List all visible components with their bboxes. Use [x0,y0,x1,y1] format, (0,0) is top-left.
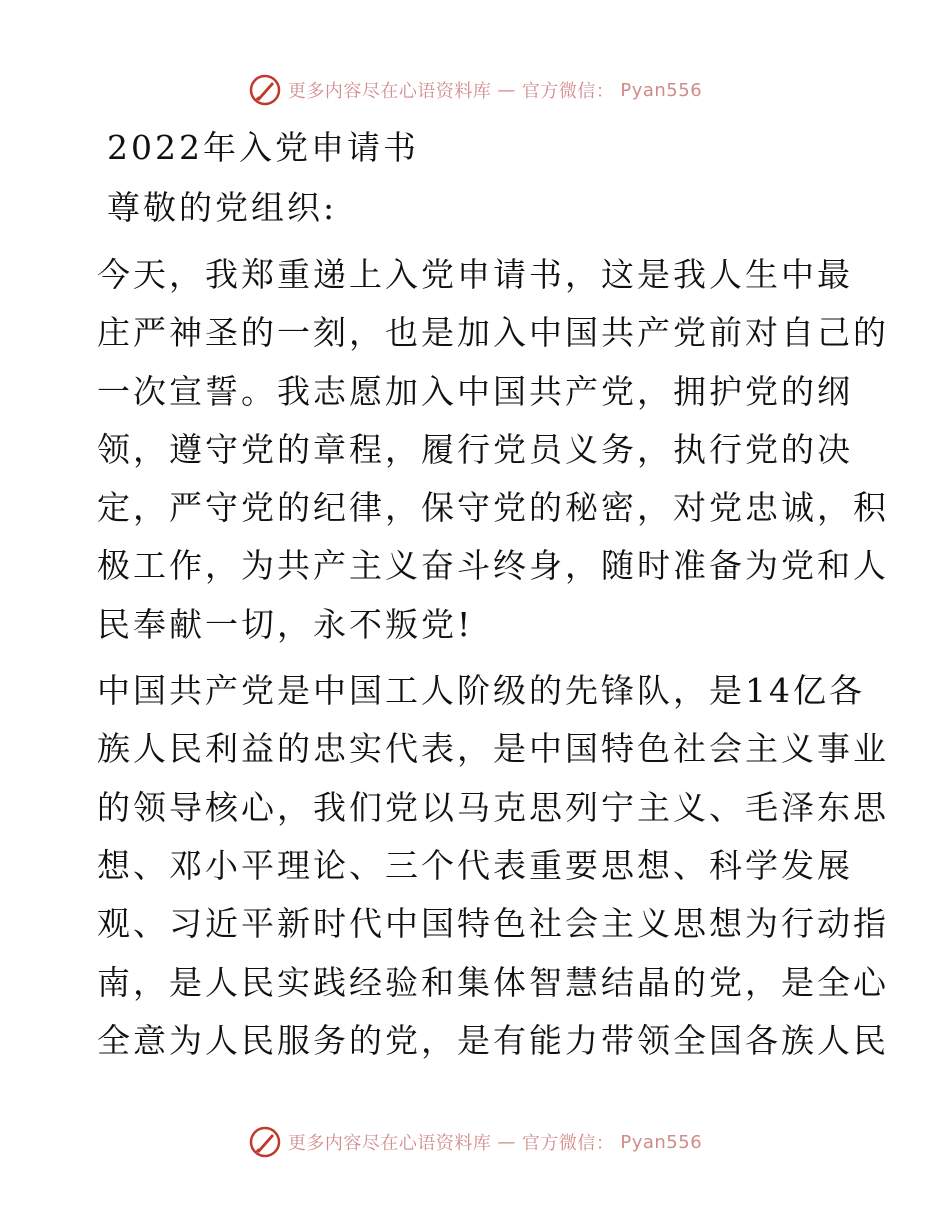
paragraph-line: 民奉献一切，永不叛党! [97,604,474,644]
paragraph-line: 全意为人民服务的党，是有能力带领全国各族人民 [97,1020,889,1060]
watermark-separator: — [497,1131,516,1153]
paragraph-line: 想、邓小平理论、三个代表重要思想、科学发展 [97,845,853,885]
watermark-id: Pyan556 [620,79,703,101]
paragraph-line: 一次宣誓。我志愿加入中国共产党，拥护党的纲 [97,371,853,411]
watermark-label: 官方微信： [521,81,615,102]
quill-logo-icon [248,1125,282,1159]
paragraph-1 [97,246,889,654]
paragraph-line: 今天，我郑重递上入党申请书，这是我人生中最 [97,255,853,294]
paragraph-line: 中国共产党是中国工人阶级的先锋队，是14亿各 [97,671,865,711]
paragraph-line: 极工作，为共产主义奋斗终身，随时准备为党和人 [97,546,889,586]
paragraph-line: 观、习近平新时代中国特色社会主义思想为行动指 [97,904,889,944]
watermark-header [0,73,950,107]
paragraph-line: 领，遵守党的章程，履行党员义务，执行党的决 [97,429,853,469]
quill-logo-icon [248,73,282,107]
watermark-text: 更多内容尽在心语资料库 [287,81,492,102]
salutation: 尊敬的党组织: [107,188,338,227]
watermark-separator: — [497,79,516,101]
watermark-text: 更多内容尽在心语资料库 [287,1133,492,1154]
paragraph-line: 南，是人民实践经验和集体智慧结晶的党，是全心 [97,962,889,1002]
paragraph-2 [97,662,889,1070]
watermark-footer [0,1125,950,1159]
paragraph-line: 的领导核心，我们党以马克思列宁主义、毛泽东思 [97,787,889,827]
paragraph-line: 庄严神圣的一刻，也是加入中国共产党前对自己的 [97,313,889,353]
document-title: 2022年入党申请书 [107,128,419,167]
paragraph-line: 定，严守党的纪律，保守党的秘密，对党忠诚，积 [97,488,889,528]
document-body [97,118,889,1070]
watermark-id: Pyan556 [620,1131,703,1153]
watermark-label: 官方微信： [521,1133,615,1154]
paragraph-line: 族人民利益的忠实代表，是中国特色社会主义事业 [97,729,889,769]
